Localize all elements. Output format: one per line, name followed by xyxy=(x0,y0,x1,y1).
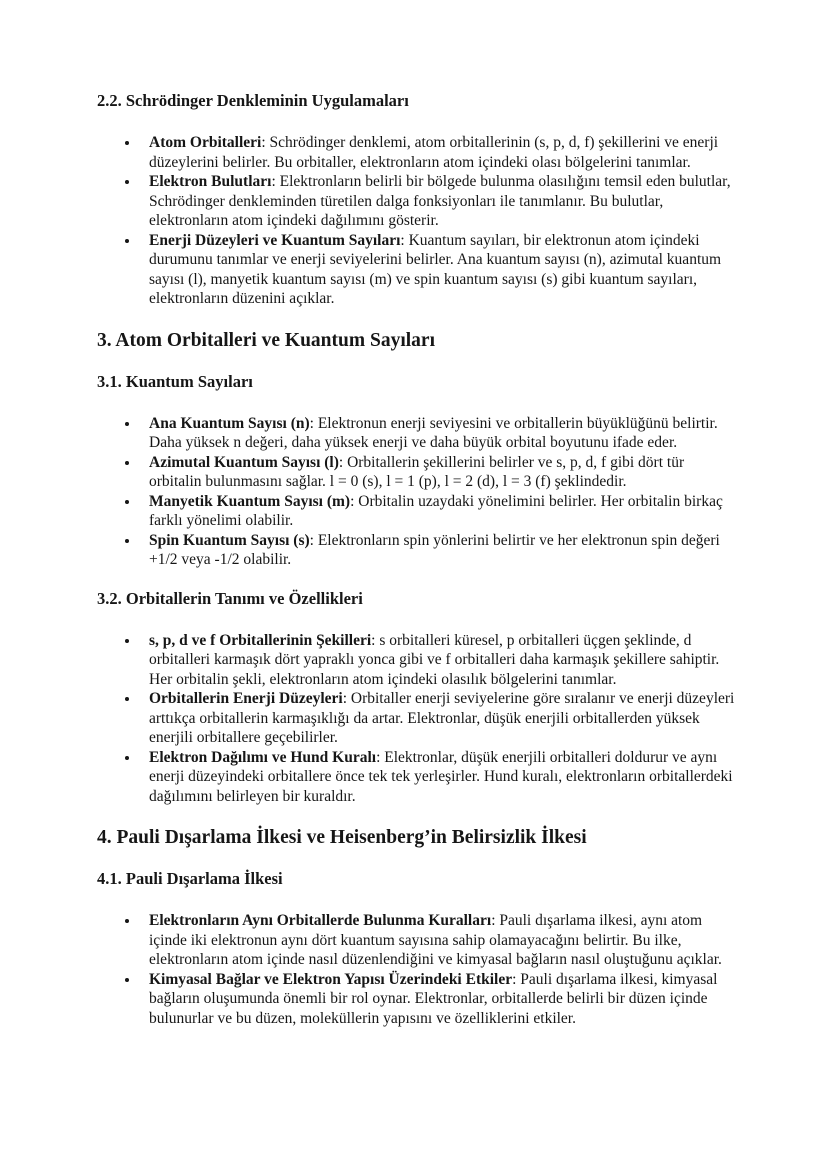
item-text: : Orbitaller enerji seviyelerine göre sıralanır ve enerji düzeyleri arttıkça orbitallerin karmaşıklığı da artar. Elektronlar, düşük enerjili orbitallerden yüksek enerjili orbitallere geçebilirler. xyxy=(149,690,735,746)
item-text: : Orbitalin uzaydaki yönelimini belirler. Her orbitalin birkaç farklı yönelimi olabilir. xyxy=(149,492,723,529)
list-item xyxy=(140,631,736,690)
item-text: : Kuantum sayıları, bir elektronun atom içindeki durumunu tanımlar ve enerji seviyelerini belirler. Ana kuantum sayısı (n), azimutal kuantum sayısı (l), manyetik kuantum sayısı (m) ve spin kuantum sayısı (s) gibi kuantum sayıları, elektronların düzenini açıklar. xyxy=(149,231,722,307)
bullet-list-3-2 xyxy=(97,631,736,807)
item-text: : Schrödinger denklemi, atom orbitallerinin (s, p, d, f) şekillerini ve enerji düzeylerini belirler. Bu orbitaller, elektronların atom içindeki olası bölgelerini tanımlar. xyxy=(149,134,719,171)
list-item xyxy=(140,231,736,309)
item-label: Elektron Dağılımı ve Hund Kuralı xyxy=(149,748,377,766)
bullet-list-2-2 xyxy=(97,133,736,309)
item-text: : Pauli dışarlama ilkesi, aynı atom içinde iki elektronun aynı dört kuantum sayısına sahip olamayacağını belirtir. Bu ilke, elektronların atom içinde nasıl düzenlendiğini ve kimyasal bağların nasıl oluştuğunu açıklar. xyxy=(149,912,722,968)
list-item xyxy=(140,689,736,748)
list-item xyxy=(140,970,736,1029)
item-label: Kimyasal Bağlar ve Elektron Yapısı Üzerindeki Etkiler xyxy=(149,970,513,988)
item-label: Elektron Bulutları xyxy=(149,173,272,190)
section-heading-2-2: 2.2. Schrödinger Denkleminin Uygulamaları xyxy=(97,91,409,110)
item-text: : Elektronların belirli bir bölgede bulunma olasılığını temsil eden bulutlar, Schrödinger denkleminden türetilen dalga fonksiyonları ile tanımlanır. Bu bulutlar, elektronların atom içindeki dağılımını gösterir. xyxy=(149,173,731,229)
list-item xyxy=(140,531,736,570)
section-heading-3-2: 3.2. Orbitallerin Tanımı ve Özellikleri xyxy=(97,588,363,608)
list-item xyxy=(140,133,736,172)
list-item xyxy=(140,748,736,807)
item-text: : Pauli dışarlama ilkesi, kimyasal bağların oluşumunda önemli bir rol oynar. Elektronlar, orbitallerde belirli bir düzen içinde bulunurlar ve bu düzen, moleküllerin yapısını ve özelliklerini etkiler. xyxy=(149,970,718,1027)
item-label: Spin Kuantum Sayısı (s) xyxy=(149,531,310,549)
bullet-list-3-1 xyxy=(97,414,736,570)
section-heading-4: 4. Pauli Dışarlama İlkesi ve Heisenberg’in Belirsizlik İlkesi xyxy=(97,827,587,848)
item-label: s, p, d ve f Orbitallerinin Şekilleri xyxy=(149,631,372,649)
item-label: Azimutal Kuantum Sayısı (l) xyxy=(149,453,339,471)
bullet-list-4-1 xyxy=(97,911,736,1028)
section-heading-3: 3. Atom Orbitalleri ve Kuantum Sayıları xyxy=(97,329,435,351)
list-item xyxy=(140,492,736,531)
item-text: : Elektronların spin yönlerini belirtir ve her elektronun spin değeri +1/2 veya -1/2 olabilir. xyxy=(149,531,720,568)
item-text: : Elektronun enerji seviyesini ve orbitallerin büyüklüğünü belirtir. Daha yüksek n değeri, daha yüksek enerji ve daha büyük orbital boyutunu ifade eder. xyxy=(149,414,718,451)
list-item xyxy=(140,414,736,453)
item-label: Orbitallerin Enerji Düzeyleri xyxy=(149,690,343,707)
item-label: Ana Kuantum Sayısı (n) xyxy=(149,414,310,432)
item-text: : Orbitallerin şekillerini belirler ve s, p, d, f gibi dört tür orbitalin bulunmasını sağlar. l = 0 (s), l = 1 (p), l = 2 (d), l = 3 (f) şeklindedir. xyxy=(149,453,685,490)
section-heading-3-1: 3.1. Kuantum Sayıları xyxy=(97,371,253,391)
list-item xyxy=(140,453,736,492)
section-heading-4-1: 4.1. Pauli Dışarlama İlkesi xyxy=(97,869,283,888)
item-text: : s orbitalleri küresel, p orbitalleri üçgen şeklinde, d orbitalleri karmaşık dört yapraklı yonca gibi ve f orbitalleri daha karmaşık şekillere sahiptir. Her orbitalin şekli, elektronların atom içindeki olasılık bölgelerini tanımlar. xyxy=(149,631,720,688)
list-item xyxy=(140,911,736,970)
item-label: Elektronların Aynı Orbitallerde Bulunma Kuralları xyxy=(149,912,492,929)
item-text: : Elektronlar, düşük enerjili orbitalleri doldurur ve aynı enerji düzeyindeki orbitallere önce tek tek yerleşirler. Hund kuralı, elektronların orbitallerdeki dağılımını belirleyen bir kuraldır. xyxy=(149,748,733,805)
item-label: Enerji Düzeyleri ve Kuantum Sayıları xyxy=(149,231,401,249)
list-item xyxy=(140,172,736,231)
item-label: Atom Orbitalleri xyxy=(149,134,262,151)
item-label: Manyetik Kuantum Sayısı (m) xyxy=(149,492,351,510)
